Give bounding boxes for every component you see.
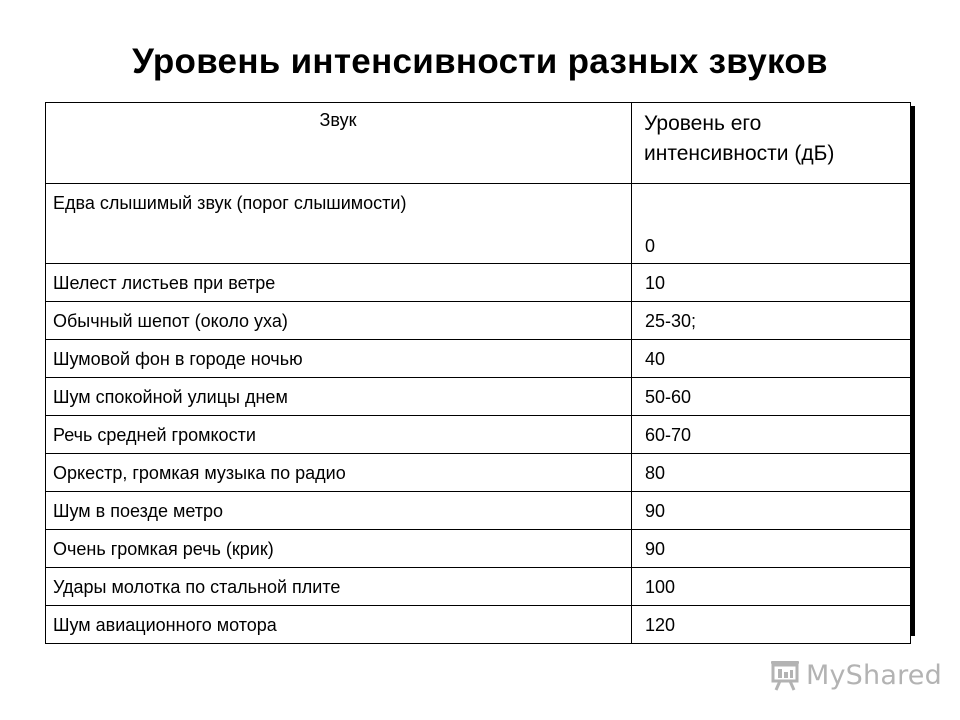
table-row <box>46 184 911 264</box>
myshared-logo <box>768 657 942 693</box>
table-row <box>46 378 911 416</box>
intensity-cell: 10 <box>632 264 911 302</box>
sound-name-cell: Очень громкая речь (крик) <box>46 530 632 568</box>
table-row <box>46 492 911 530</box>
presentation-board-icon <box>768 659 802 691</box>
header-level: Уровень его интенсивности (дБ) <box>632 103 911 184</box>
table-row <box>46 606 911 644</box>
intensity-cell: 90 <box>632 492 911 530</box>
sound-intensity-table <box>45 102 911 644</box>
sound-name-cell: Обычный шепот (около уха) <box>46 302 632 340</box>
sound-name-cell: Шумовой фон в городе ночью <box>46 340 632 378</box>
table-header-row <box>46 103 911 184</box>
table-row <box>46 264 911 302</box>
intensity-cell: 100 <box>632 568 911 606</box>
table-row <box>46 454 911 492</box>
intensity-cell: 40 <box>632 340 911 378</box>
intensity-cell: 0 <box>632 184 911 264</box>
sound-name-cell: Шум спокойной улицы днем <box>46 378 632 416</box>
sound-name-cell: Шелест листьев при ветре <box>46 264 632 302</box>
intensity-cell: 80 <box>632 454 911 492</box>
sound-name-cell: Речь средней громкости <box>46 416 632 454</box>
table-row <box>46 568 911 606</box>
table-row <box>46 530 911 568</box>
sound-name-cell: Шум в поезде метро <box>46 492 632 530</box>
table-row <box>46 340 911 378</box>
sound-name-cell: Шум авиационного мотора <box>46 606 632 644</box>
sound-name-cell: Удары молотка по стальной плите <box>46 568 632 606</box>
page-title: Уровень интенсивности разных звуков <box>132 42 828 81</box>
intensity-cell: 50-60 <box>632 378 911 416</box>
intensity-cell: 25-30; <box>632 302 911 340</box>
table-row <box>46 416 911 454</box>
table-row <box>46 302 911 340</box>
intensity-cell: 120 <box>632 606 911 644</box>
logo-text: MyShared <box>806 659 942 691</box>
sound-name-cell: Оркестр, громкая музыка по радио <box>46 454 632 492</box>
header-sound: Звук <box>46 103 632 184</box>
intensity-cell: 90 <box>632 530 911 568</box>
sound-name-cell: Едва слышимый звук (порог слышимости) <box>46 184 632 264</box>
intensity-cell: 60-70 <box>632 416 911 454</box>
